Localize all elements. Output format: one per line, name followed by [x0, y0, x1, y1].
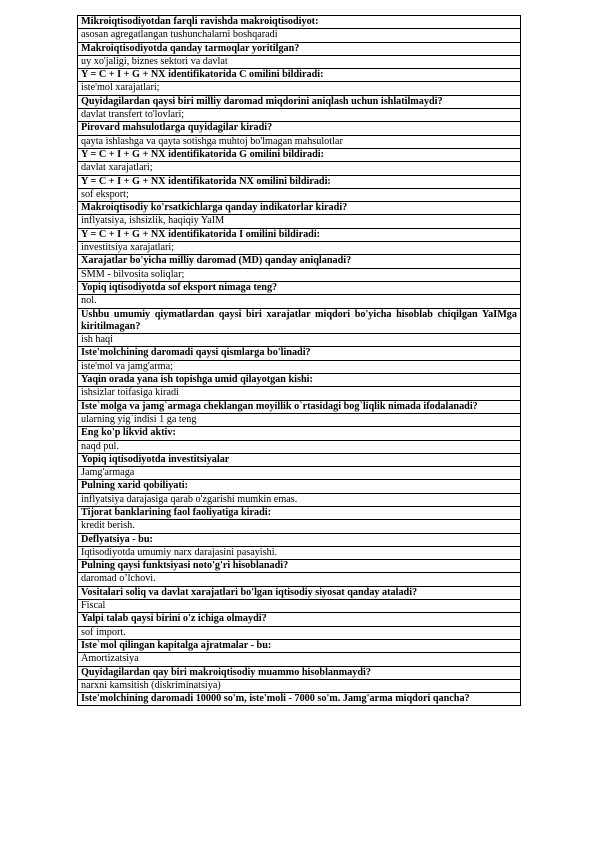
- question-text: Y = C + I + G + NX identifikatorida I omilini bildiradi:: [78, 228, 521, 241]
- question-text: Ushbu umumiy qiymatlardan qaysi biri xarajatlar miqdori bo'yicha hisoblab chiqilgan YaIMga kiritilmagan?: [78, 308, 521, 334]
- answer-text: davlat xarajatlari;: [78, 162, 521, 175]
- answer-row: [78, 334, 521, 347]
- question-text: Deflyatsiya - bu:: [78, 533, 521, 546]
- answer-row: [78, 360, 521, 373]
- question-text: Iste'molchining daromadi 10000 so'm, iste'moli - 7000 so'm. Jamg'arma miqdori qancha?: [78, 693, 521, 706]
- question-text: Iste`mol qilingan kapitalga ajratmalar - bu:: [78, 639, 521, 652]
- answer-text: Fiscal: [78, 600, 521, 613]
- answer-row: [78, 653, 521, 666]
- question-row: [78, 533, 521, 546]
- answer-row: [78, 546, 521, 559]
- answer-row: [78, 82, 521, 95]
- answer-text: narxni kamsitish (diskriminatsiya): [78, 679, 521, 692]
- answer-row: [78, 242, 521, 255]
- question-text: Iste`molga va jamg`armaga cheklangan moyillik o`rtasidagi bog`liqlik nimada ifodalanadi?: [78, 400, 521, 413]
- question-row: [78, 666, 521, 679]
- answer-text: iste'mol va jamg'arma;: [78, 360, 521, 373]
- answer-text: nol.: [78, 295, 521, 308]
- question-row: [78, 228, 521, 241]
- answer-row: [78, 440, 521, 453]
- question-row: [78, 693, 521, 706]
- question-text: Quyidagilardan qay biri makroiqtisodiy muammo hisoblanmaydi?: [78, 666, 521, 679]
- answer-text: investitsiya xarajatlari;: [78, 242, 521, 255]
- answer-text: naqd pul.: [78, 440, 521, 453]
- answer-text: asosan agregatlangan tushunchalarni boshqaradi: [78, 29, 521, 42]
- question-text: Yalpi talab qaysi birini o'z ichiga olmaydi?: [78, 613, 521, 626]
- answer-text: sof eksport;: [78, 188, 521, 201]
- answer-row: [78, 520, 521, 533]
- answer-text: kredit berish.: [78, 520, 521, 533]
- question-text: Mikroiqtisodiyotdan farqli ravishda makroiqtisodiyot:: [78, 16, 521, 29]
- answer-text: inflyatsiya, ishsizlik, haqiqiy YaIM: [78, 215, 521, 228]
- answer-text: Amortizatsiya: [78, 653, 521, 666]
- answer-row: [78, 573, 521, 586]
- answer-text: uy xo'jaligi, biznes sektori va davlat: [78, 55, 521, 68]
- question-row: [78, 148, 521, 161]
- answer-row: [78, 268, 521, 281]
- answer-row: [78, 55, 521, 68]
- question-row: [78, 16, 521, 29]
- answer-row: [78, 387, 521, 400]
- question-row: [78, 400, 521, 413]
- question-text: Makroiqtisodiy ko'rsatkichlarga qanday indikatorlar kiradi?: [78, 202, 521, 215]
- question-text: Pulning xarid qobiliyati:: [78, 480, 521, 493]
- answer-row: [78, 626, 521, 639]
- question-row: [78, 95, 521, 108]
- question-text: Yopiq iqtisodiyotda investitsiyalar: [78, 453, 521, 466]
- answer-row: [78, 29, 521, 42]
- answer-row: [78, 162, 521, 175]
- question-text: Quyidagilardan qaysi biri milliy daromad miqdorini aniqlash uchun ishlatilmaydi?: [78, 95, 521, 108]
- qa-table-body: [78, 16, 521, 706]
- answer-row: [78, 679, 521, 692]
- answer-text: ish haqi: [78, 334, 521, 347]
- question-row: [78, 255, 521, 268]
- answer-text: ishsizlar toifasiga kiradi: [78, 387, 521, 400]
- question-row: [78, 427, 521, 440]
- answer-row: [78, 295, 521, 308]
- answer-text: ularning yig`indisi 1 ga teng: [78, 413, 521, 426]
- question-row: [78, 122, 521, 135]
- answer-text: SMM - bilvosita soliqlar;: [78, 268, 521, 281]
- answer-text: Iqtisodiyotda umumiy narx darajasini pasayishi.: [78, 546, 521, 559]
- answer-text: daromad o’lchovi.: [78, 573, 521, 586]
- question-text: Pulning qaysi funktsiyasi noto'g'ri hisoblanadi?: [78, 560, 521, 573]
- answer-row: [78, 109, 521, 122]
- question-row: [78, 480, 521, 493]
- answer-row: [78, 413, 521, 426]
- question-row: [78, 374, 521, 387]
- question-text: Vositalari soliq va davlat xarajatlari bo'lgan iqtisodiy siyosat qanday ataladi?: [78, 586, 521, 599]
- question-text: Y = C + I + G + NX identifikatorida NX omilini bildiradi:: [78, 175, 521, 188]
- question-row: [78, 347, 521, 360]
- answer-text: qayta ishlashga va qayta sotishga muhtoj bo'lmagan mahsulotlar: [78, 135, 521, 148]
- answer-text: sof import.: [78, 626, 521, 639]
- answer-text: inflyatsiya darajasiga qarab o'zgarishi mumkin emas.: [78, 493, 521, 506]
- question-row: [78, 506, 521, 519]
- answer-row: [78, 188, 521, 201]
- question-row: [78, 69, 521, 82]
- answer-text: davlat transfert to'lovlari;: [78, 109, 521, 122]
- answer-row: [78, 135, 521, 148]
- question-text: Yaqin orada yana ish topishga umid qilayotgan kishi:: [78, 374, 521, 387]
- answer-row: [78, 493, 521, 506]
- question-text: Y = C + I + G + NX identifikatorida G omilini bildiradi:: [78, 148, 521, 161]
- question-row: [78, 613, 521, 626]
- document-page: [77, 15, 521, 706]
- qa-table: [77, 15, 521, 706]
- answer-text: Jamg'armaga: [78, 467, 521, 480]
- question-text: Pirovard mahsulotlarga quyidagilar kiradi?: [78, 122, 521, 135]
- question-row: [78, 453, 521, 466]
- question-text: Tijorat banklarining faol faoliyatiga kiradi:: [78, 506, 521, 519]
- question-row: [78, 202, 521, 215]
- question-row: [78, 560, 521, 573]
- question-row: [78, 586, 521, 599]
- question-text: Iste'molchining daromadi qaysi qismlarga bo'linadi?: [78, 347, 521, 360]
- answer-row: [78, 467, 521, 480]
- question-text: Xarajatlar bo'yicha milliy daromad (MD) qanday aniqlanadi?: [78, 255, 521, 268]
- question-row: [78, 281, 521, 294]
- answer-row: [78, 600, 521, 613]
- question-text: Makroiqtisodiyotda qanday tarmoqlar yoritilgan?: [78, 42, 521, 55]
- question-text: Yopiq iqtisodiyotda sof eksport nimaga teng?: [78, 281, 521, 294]
- answer-row: [78, 215, 521, 228]
- question-row: [78, 42, 521, 55]
- answer-text: iste'mol xarajatlari;: [78, 82, 521, 95]
- question-row: [78, 308, 521, 334]
- question-row: [78, 175, 521, 188]
- question-row: [78, 639, 521, 652]
- question-text: Eng ko'p likvid aktiv:: [78, 427, 521, 440]
- question-text: Y = C + I + G + NX identifikatorida C omilini bildiradi:: [78, 69, 521, 82]
